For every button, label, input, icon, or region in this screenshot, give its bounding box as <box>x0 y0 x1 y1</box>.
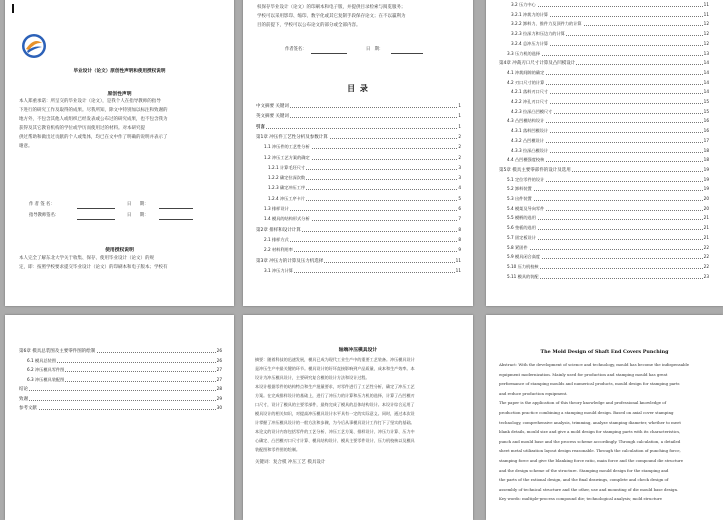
toc-entry-page: 22 <box>703 254 709 260</box>
toc-entry-page: 7 <box>458 216 461 222</box>
toc-leader-dots <box>511 6 709 7</box>
toc-entry[interactable] <box>499 148 709 157</box>
toc-leader-dots <box>19 390 222 391</box>
toc-entry-label: 第4章 冲裁刃口尺寸计算及凸凹模设计 <box>499 61 576 67</box>
toc-entry-label: 1.4 模具的结构形式分析 <box>264 216 310 222</box>
decl-line: 地方外，不包含其他人或组织已经发表或公布过的研究成果，也不包含我为 <box>19 117 168 122</box>
toc-leader-dots <box>507 200 709 201</box>
chinese-title: 轴端冲压模具设计 <box>338 348 378 353</box>
toc-entry-label: 4.3 凸凹模结构设计 <box>507 118 545 124</box>
toc-entry-page: 11 <box>455 267 461 273</box>
usage-line: 本人完全了解东北大学关于收集、保存、使用毕业设计（论文）的规 <box>19 256 154 261</box>
abstract-line: Abstract: With the development of science and technology, mould has become the indispensable <box>499 362 690 367</box>
toc-entry[interactable] <box>256 247 461 256</box>
author-signature-label: 作 者 签 名： <box>29 202 55 207</box>
toc-entry-page: 22 <box>703 244 709 250</box>
toc-entry[interactable] <box>256 206 461 215</box>
toc-entry-page: 2 <box>458 144 461 150</box>
date-label: 日 期： <box>366 47 384 52</box>
toc-entry[interactable] <box>499 254 709 263</box>
toc-entry[interactable] <box>499 2 709 11</box>
abstract-line: equipment modernization. Mainly used for production and stamping mould has great <box>499 371 668 377</box>
toc-entry[interactable] <box>256 196 461 205</box>
toc-entry-label: 6.3 冲压模具装配图 <box>27 376 65 382</box>
decl-line: 供过帮助和做出过贡献的个人或集体，均已在文中作了明确的说明并表示了 <box>19 135 168 140</box>
originality-heading: 原创性声明 <box>107 92 132 97</box>
toc-entry[interactable] <box>499 206 709 215</box>
abstract-line: stamping force and give the blanking force ratio, main force and the compound die structure <box>499 458 683 463</box>
toc-entry[interactable] <box>499 99 709 108</box>
toc-entry-page: 3 <box>458 164 461 170</box>
toc-entry-page: 15 <box>703 108 709 114</box>
abstract-line: 是冲压生产中最关键的环节。模具设计的好坏直接影响到产品质量、成本和生产效率。本 <box>255 366 415 371</box>
toc-entry-label: 3.2.4 总冲压力计算 <box>511 40 549 46</box>
toc-entry[interactable] <box>256 237 461 246</box>
toc-entry[interactable] <box>499 51 709 60</box>
abstract-line: blank details, mould size and give a mold design for stamping parts with its characteristics, <box>499 429 681 435</box>
toc-title: 目 录 <box>347 84 369 93</box>
declaration-title: 毕业设计（论文）原创性声明和使用授权说明 <box>73 69 166 74</box>
abstract-line: 装配图和零件图的绘制。 <box>255 447 301 452</box>
toc-leader-dots <box>19 409 222 410</box>
toc-leader-dots <box>507 190 709 191</box>
author-date-label: 日 期： <box>127 202 149 207</box>
toc-entry-page: 1 <box>458 113 461 119</box>
toc-entry-page: 15 <box>703 99 709 104</box>
toc-entry[interactable] <box>499 215 709 224</box>
toc-leader-dots <box>507 229 709 230</box>
toc-entry-page: 26 <box>216 348 222 353</box>
toc-leader-dots <box>507 239 709 240</box>
usage-line: 权保存毕业设计（论文）的印刷本和电子版，并提供目录检索与阅览服务； <box>257 5 406 10</box>
toc-entry[interactable] <box>499 31 709 40</box>
toc-entry-page: 11 <box>455 257 461 263</box>
toc-entry[interactable] <box>499 118 709 127</box>
toc-entry-label: 5.6 垫板的选用 <box>507 225 536 231</box>
advisor-signature-label: 指导教师签名： <box>29 213 60 218</box>
abstract-line: the parts of the rational design, and the final drawings, complete and check design of <box>499 477 669 483</box>
toc-entry-page: 4 <box>458 185 461 191</box>
toc-entry-label: 5.7 固定板设计 <box>507 234 536 240</box>
toc-entry-label: 3.2 压力中心 <box>511 2 536 7</box>
toc-entry-label: 致谢 <box>19 396 28 402</box>
toc-entry-label: 3.2.2 卸料力、推件力及顶件力的计算 <box>511 21 582 27</box>
toc-entry-label: 1.2.2 确定拉深次数 <box>268 175 306 181</box>
toc-entry-page: 16 <box>703 128 709 134</box>
toc-entry[interactable] <box>256 268 461 277</box>
toc-leader-dots <box>264 241 461 242</box>
university-logo-icon <box>21 33 47 59</box>
toc-entry[interactable] <box>499 80 709 89</box>
author-signature-line <box>311 53 347 54</box>
toc-entry[interactable] <box>499 21 709 30</box>
toc-entry-label: 4.2.3 拉深凸凹模尺寸 <box>511 108 553 114</box>
abstract-line: and reduce production equipment. <box>499 390 568 396</box>
toc-entry[interactable] <box>499 60 709 69</box>
toc-entry-page: 21 <box>703 234 709 240</box>
abstract-line: sheet metal utilization layout design reasonable. Through the calculation of punching force, <box>499 448 681 454</box>
decl-line: 谢意。 <box>19 144 33 149</box>
toc-entry-page: 8 <box>458 236 461 242</box>
abstract-line: 心确定、凸凹模刃口尺寸计算、模具结构设计、模具主要零件设计、压力机校核以及模具 <box>255 438 415 443</box>
toc-entry[interactable] <box>19 386 222 395</box>
page-2 <box>243 0 473 306</box>
toc-leader-dots <box>256 128 461 129</box>
toc-entry-page: 28 <box>216 386 222 391</box>
toc-entry[interactable] <box>499 235 709 244</box>
advisor-signature-line <box>77 219 115 220</box>
toc-entry-label: 5.3 出件装置 <box>507 196 532 201</box>
toc-leader-dots <box>19 400 222 401</box>
toc-entry-label: 4.3.1 落料凹模设计 <box>511 128 549 134</box>
toc-entry-label: 第5章 模具主要零部件的设计及选用 <box>499 167 571 173</box>
toc-entry-label: 第1章 冲压件工艺性分析及参数计算 <box>256 134 328 140</box>
toc-entry[interactable] <box>499 138 709 147</box>
toc-entry-page: 21 <box>703 215 709 221</box>
toc-entry[interactable] <box>499 128 709 137</box>
abstract-line: 方案。在完成排样设计的基础上，进行了冲压力的计算和压力机的选择，计算了凸凹模刃 <box>255 393 415 398</box>
page-6 <box>486 315 723 520</box>
toc-entry-label: 4.3.3 拉深凸模设计 <box>511 147 549 153</box>
toc-leader-dots <box>507 249 709 250</box>
toc-entry-label: 6.2 冲压模具零件图 <box>27 367 65 372</box>
abstract-line: punch and mould base and the process scheme accordingly. Through calculation, a detailed <box>499 438 681 444</box>
toc-entry-page: 26 <box>216 357 222 363</box>
toc-entry[interactable] <box>19 367 222 376</box>
toc-entry-label: 第6章 模具总装图及主要零件图的绘制 <box>19 349 96 354</box>
toc-entry-page: 20 <box>703 205 709 211</box>
toc-entry-page: 9 <box>458 247 461 253</box>
toc-entry[interactable] <box>499 274 709 283</box>
usage-line: 目的前提下，学校可以公布论文的部分或全部内容。 <box>257 23 361 28</box>
decl-line: 本人郑重承诺：所呈交的毕业设计（论文），是我个人在指导教师的指导 <box>19 99 161 104</box>
abstract-line: and the design scheme of the structure. Stamping mould design for the stamping and <box>499 467 669 473</box>
toc-entry-page: 30 <box>216 405 222 410</box>
toc-entry-label: 2.2 材料利用率 <box>264 247 293 253</box>
abstract-line: Key words: multiple-process compound die; technological analysis; mold structure <box>499 496 662 502</box>
toc-leader-dots <box>264 210 461 211</box>
toc-entry-page: 12 <box>703 21 709 27</box>
toc-entry[interactable] <box>499 245 709 254</box>
toc-entry[interactable] <box>499 264 709 273</box>
abstract-line: assembly of technical structure and the other, use and mounting of die mould base design. <box>499 486 679 492</box>
toc-entry[interactable] <box>256 155 461 164</box>
toc-entry-page: 3 <box>458 175 461 181</box>
page-4 <box>5 315 234 520</box>
toc-entry-page: 11 <box>703 2 709 7</box>
toc-entry-label: 结论 <box>19 387 28 392</box>
toc-entry-label: 1.3 排样设计 <box>264 206 289 211</box>
toc-entry-label: 4.3.2 凸凹模设计 <box>511 137 544 143</box>
toc-entry[interactable] <box>19 358 222 367</box>
toc-entry-page: 19 <box>703 166 709 172</box>
chinese-keywords: 关键词：复合模 冲压工艺 模具设计 <box>255 460 326 465</box>
toc-entry-page: 12 <box>703 40 709 46</box>
page-3 <box>486 0 723 306</box>
toc-entry-page: 21 <box>703 225 709 231</box>
date-line <box>391 53 423 54</box>
toc-entry-page: 16 <box>703 118 709 124</box>
toc-entry-page: 12 <box>703 31 709 37</box>
toc-entry-page: 2 <box>458 154 461 160</box>
author-signature-line <box>77 208 115 209</box>
toc-entry[interactable] <box>499 157 709 166</box>
toc-entry[interactable] <box>256 185 461 194</box>
toc-entry[interactable] <box>499 109 709 118</box>
toc-entry-label: 4.4 凸凹模强度校核 <box>507 157 545 163</box>
text-cursor <box>12 4 14 13</box>
toc-entry-label: 1.2.1 计算毛坯尺寸 <box>268 164 306 170</box>
author-date-line <box>159 208 193 209</box>
decl-line: 下进行的研究工作及取得的成果。尽我所知，除文中特别加以标注和致谢的 <box>19 108 168 113</box>
usage-heading: 使用授权说明 <box>105 248 134 253</box>
toc-entry[interactable] <box>499 186 709 195</box>
toc-entry[interactable] <box>256 258 461 267</box>
toc-entry[interactable] <box>19 396 222 405</box>
toc-entry[interactable] <box>499 196 709 205</box>
toc-entry-label: 5.10 压力机校核 <box>507 263 539 269</box>
abstract-line: production practice combining a stamping mould design. Based on axial cover stamping <box>499 410 674 415</box>
toc-entry-label: 3.3 压力机的选择 <box>507 50 541 56</box>
toc-entry-page: 29 <box>216 395 222 401</box>
toc-entry-page: 14 <box>703 69 709 75</box>
toc-entry[interactable] <box>499 225 709 234</box>
toc-entry-label: 5.4 模架及导向零件 <box>507 205 545 211</box>
english-title: The Mold Design of Shaft End Covers Punching <box>540 349 669 355</box>
toc-entry-page: 27 <box>216 367 222 372</box>
page-1 <box>5 0 234 306</box>
toc-entry[interactable] <box>499 41 709 50</box>
toc-entry-label: 中文摘要 关键词 <box>256 104 289 109</box>
toc-leader-dots <box>507 219 709 220</box>
toc-entry[interactable] <box>256 175 461 184</box>
toc-entry-page: 6 <box>458 206 461 211</box>
toc-entry-page: 5 <box>458 195 461 201</box>
toc-entry-page: 14 <box>703 89 709 95</box>
toc-entry[interactable] <box>256 124 461 133</box>
abstract-line: 本设计根据零件的结构特点和生产批量要求，对零件进行了工艺性分析，确定了冲压工艺 <box>255 384 415 389</box>
decl-line: 获得及其它教育机构的学位或学历而使用过的材料。对本研究提 <box>19 126 145 131</box>
toc-entry-page: 13 <box>703 50 709 56</box>
advisor-date-line <box>159 219 193 220</box>
toc-entry-label: 5.8 紧固件 <box>507 244 528 250</box>
toc-entry[interactable] <box>256 165 461 174</box>
author-signature-label: 作者签名： <box>285 47 307 52</box>
toc-entry-page: 17 <box>703 137 709 143</box>
abstract-line: 设计为冲压模具设计，主要研究复合模的设计方法和设计过程。 <box>255 375 370 380</box>
toc-entry-page: 11 <box>703 11 709 17</box>
toc-entry-label: 1.2 冲压工艺方案的确定 <box>264 154 310 160</box>
toc-entry-label: 4.2.1 落料刃口尺寸 <box>511 89 549 95</box>
toc-entry[interactable] <box>256 227 461 236</box>
toc-entry-label: 4.2 刃口尺寸的计算 <box>507 79 545 85</box>
toc-entry[interactable] <box>256 113 461 122</box>
toc-entry-page: 14 <box>703 60 709 66</box>
toc-entry-label: 5.9 模具闭合高度 <box>507 254 541 260</box>
toc-entry-label: 1.2.3 确定冲压工序 <box>268 185 306 191</box>
toc-entry[interactable] <box>499 89 709 98</box>
toc-entry-page: 19 <box>703 176 709 182</box>
usage-line: 定，即：按照学校要求提交毕业设计（论文）的印刷本和电子版本；学校有 <box>19 265 168 270</box>
toc-entry-page: 1 <box>458 123 461 129</box>
abstract-line: 摘要：随着科技的迅速发展，模具已成为现代工业生产中的重要工艺装备。冲压模具设计 <box>255 357 415 362</box>
toc-entry-label: 英文摘要 关键词 <box>256 114 289 120</box>
toc-entry-page: 14 <box>703 79 709 85</box>
toc-entry-label: 3.1 冲压力计算 <box>264 267 293 273</box>
toc-entry[interactable] <box>256 144 461 153</box>
toc-entry-label: 6.1 模具总装图 <box>27 357 56 363</box>
toc-entry-label: 1.2.4 冲压工序卡片 <box>268 195 306 201</box>
toc-entry-page: 18 <box>703 157 709 163</box>
toc-entry[interactable] <box>499 12 709 21</box>
toc-entry-label: 3.2.3 拉深力和压边力的计算 <box>511 31 565 37</box>
toc-entry-page: 1 <box>458 103 461 108</box>
toc-entry[interactable] <box>499 70 709 79</box>
toc-entry-page: 23 <box>703 273 709 279</box>
abstract-line: performance of stamping moulds and numerical products, mould design for stamping parts <box>499 381 680 387</box>
toc-entry-label: 4.2.2 冲孔刃口尺寸 <box>511 99 549 104</box>
abstract-line: 计掌握了冲压模具设计的一般方法和步骤，为今后从事模具设计工作打下了坚实的基础。 <box>255 420 415 425</box>
toc-entry-page: 27 <box>216 376 222 382</box>
toc-entry-page: 8 <box>458 226 461 232</box>
toc-entry[interactable] <box>499 177 709 186</box>
toc-entry-label: 5.1 定位零件的设计 <box>507 176 545 182</box>
toc-entry-page: 18 <box>703 147 709 153</box>
toc-entry-label: 第3章 冲压力的计算及压力机选择 <box>256 258 324 264</box>
toc-entry-label: 参考文献 <box>19 406 37 411</box>
toc-entry-label: 4.1 冲裁间隙的确定 <box>507 69 545 75</box>
toc-entry-label: 5.2 卸料装置 <box>507 186 532 192</box>
toc-entry[interactable] <box>256 134 461 143</box>
toc-entry-label: 1.1 冲压件的工艺性分析 <box>264 144 310 150</box>
abstract-line: technology, comprehensive analysis, trimming, analyze stamping diameter, whether to meet <box>499 419 681 425</box>
toc-entry-label: 5.11 模具的装配 <box>507 273 539 279</box>
abstract-line: 口尺寸，设计了模具的主要零部件，最终完成了模具的总体结构设计。本设计综合运用了 <box>255 402 415 407</box>
advisor-date-label: 日 期： <box>127 213 149 218</box>
toc-entry-page: 19 <box>703 186 709 192</box>
toc-entry[interactable] <box>499 167 709 176</box>
abstract-line: 本论文的设计内容包括零件的工艺分析、冲压工艺方案、排样设计、冲压力计算、压力中 <box>255 429 415 434</box>
page-5 <box>243 315 473 520</box>
toc-entry[interactable] <box>256 103 461 112</box>
toc-entry-label: 2.1 排样方式 <box>264 236 289 242</box>
toc-entry-label: 5.5 模柄的选用 <box>507 215 536 221</box>
toc-entry[interactable] <box>19 348 222 357</box>
toc-entry[interactable] <box>19 377 222 386</box>
usage-line: 学校可以采用影印、缩印、数字化或其它复制手段保存论文；在不以赢利为 <box>257 14 406 19</box>
toc-entry-page: 20 <box>703 196 709 201</box>
toc-entry-page: 22 <box>703 263 709 269</box>
toc-entry-page: 2 <box>458 133 461 139</box>
abstract-line: The paper is the application of this theory knowledge and professional knowledge of <box>499 400 667 406</box>
abstract-line: 模具设计的相关知识，对提高冲压模具设计水平具有一定的实际意义。同时，通过本次设 <box>255 411 415 416</box>
toc-entry-label: 引言 <box>256 124 265 130</box>
toc-entry-label: 第2章 排样和设计计算 <box>256 227 301 233</box>
toc-entry-label: 3.2.1 冲裁力的计算 <box>511 11 549 17</box>
toc-entry[interactable] <box>256 216 461 225</box>
toc-entry[interactable] <box>19 405 222 414</box>
